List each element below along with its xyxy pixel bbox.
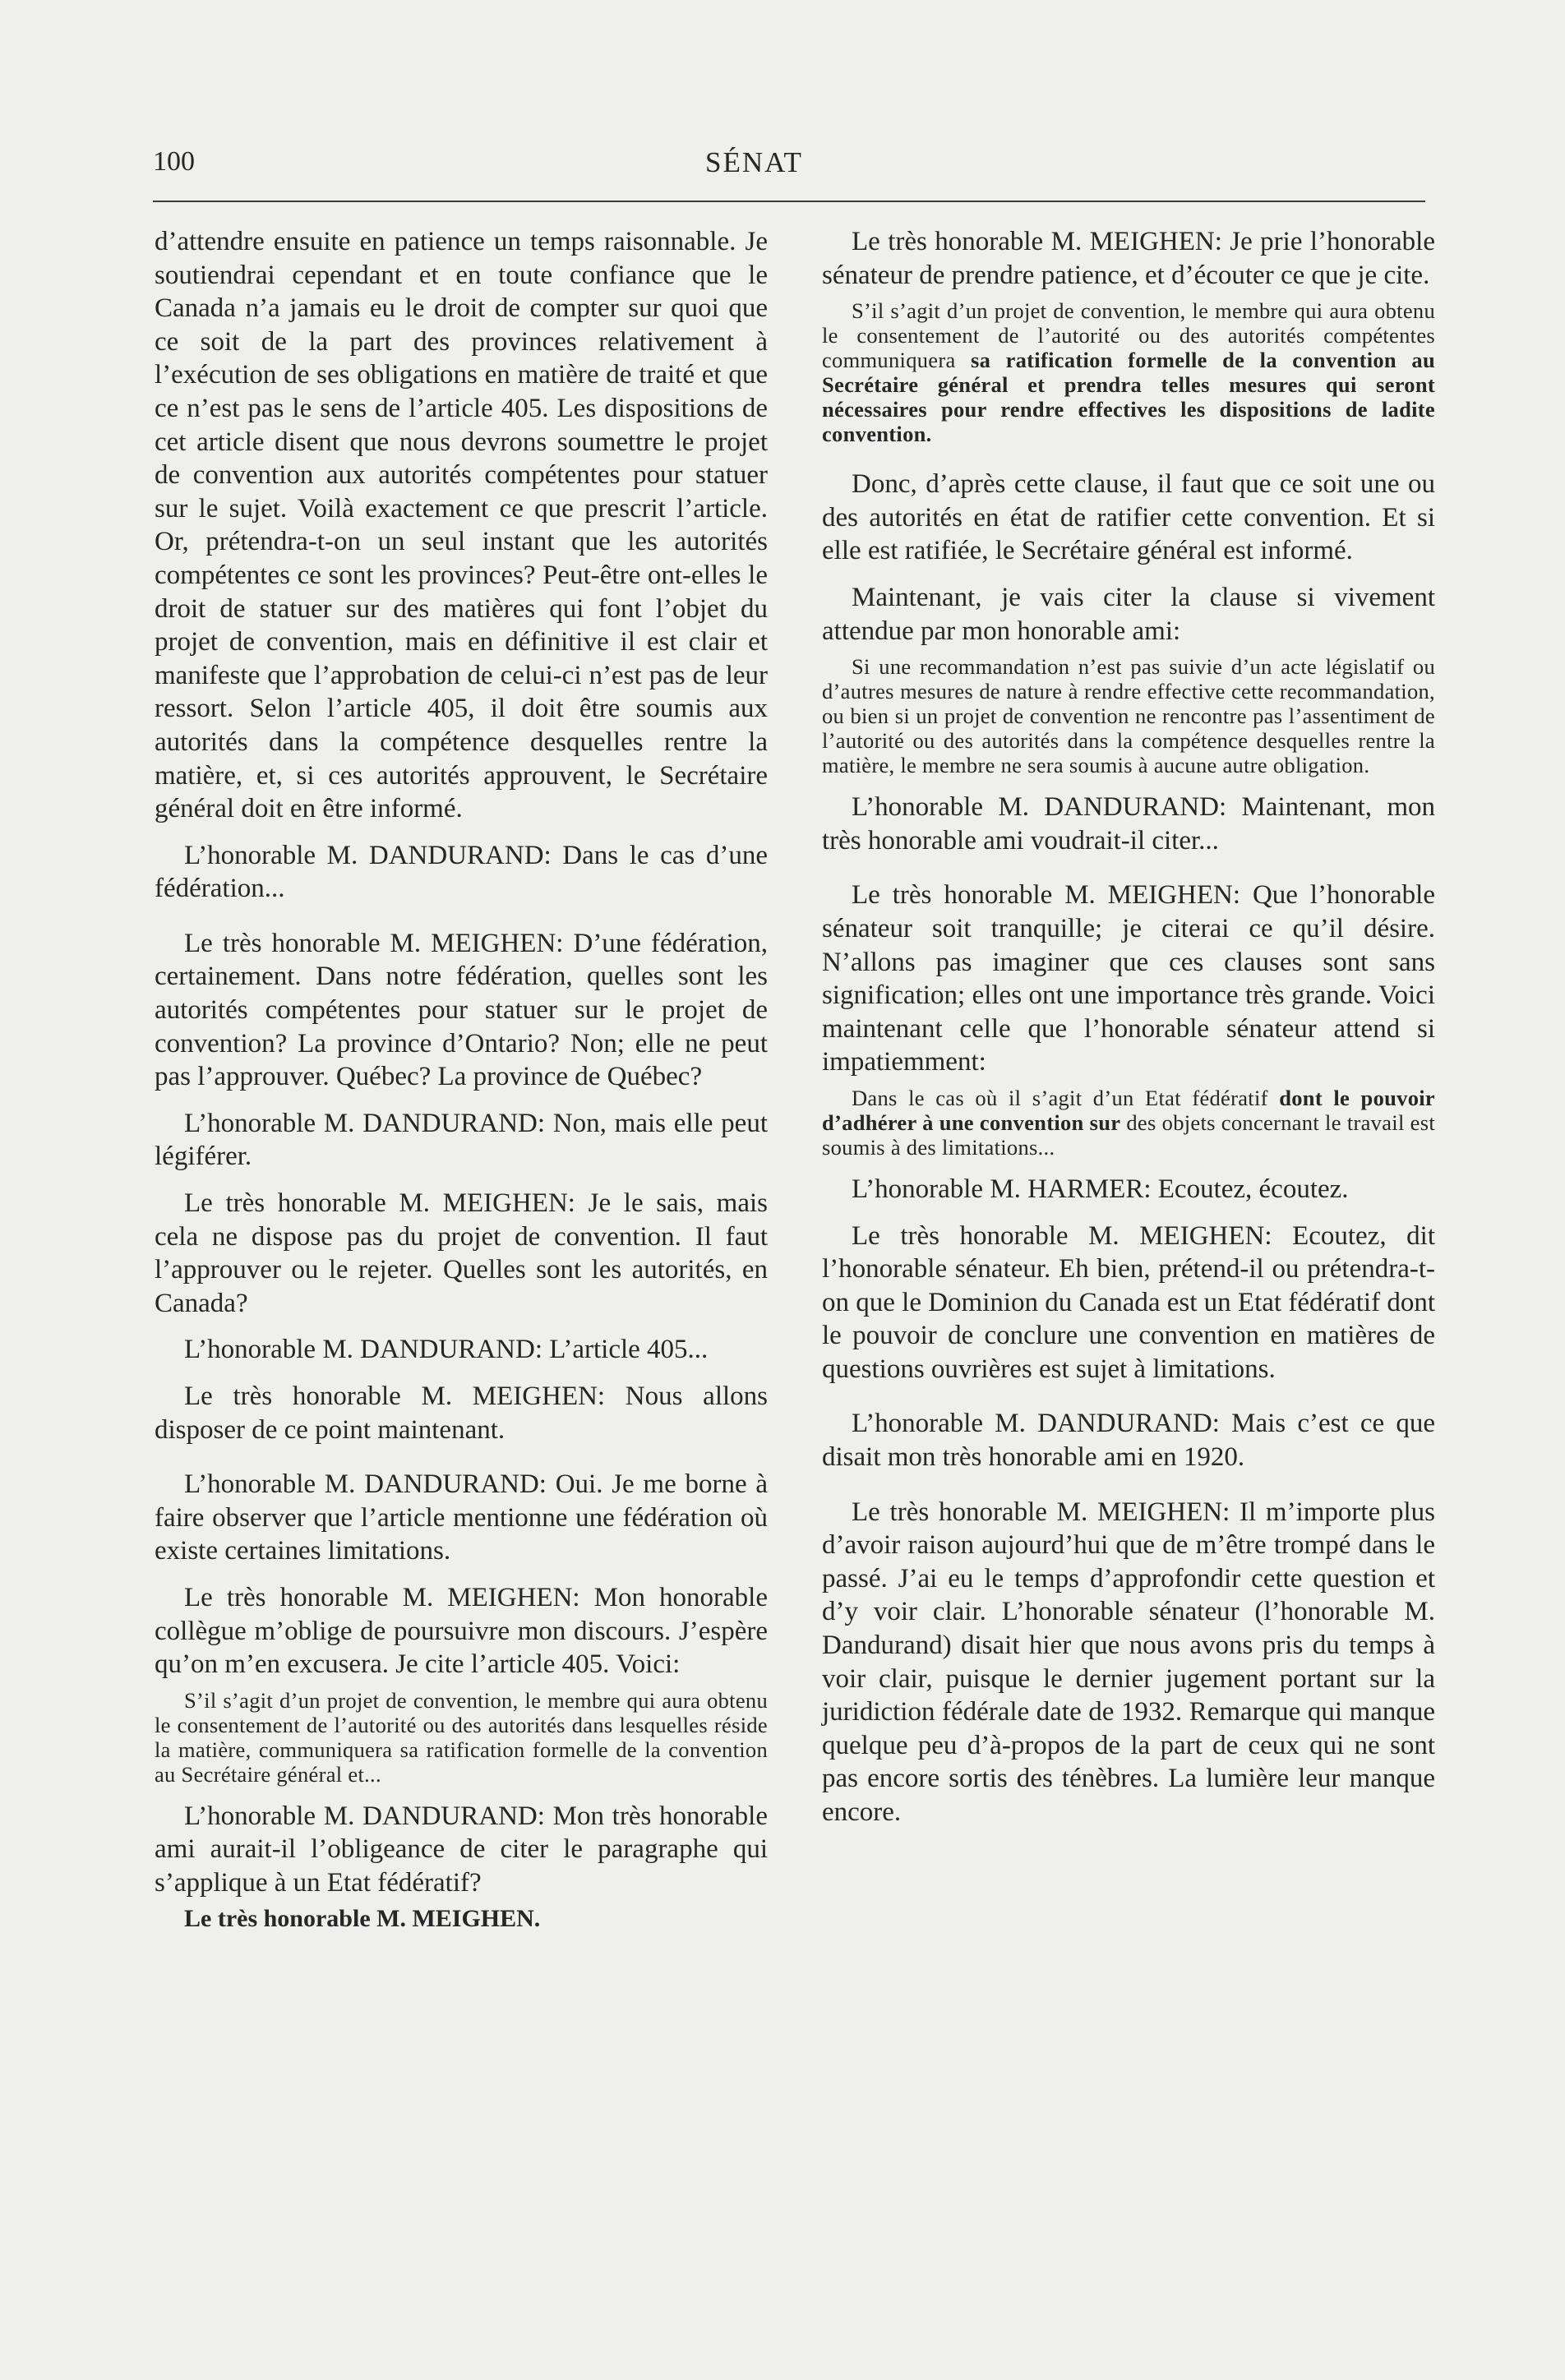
quotation-text: Dans le cas où il s’agit d’un Etat fédératif	[852, 1085, 1268, 1110]
quotation-bold-text: sa ratification formelle de la convention au Secrétaire général et prendra telles mesures qui seront nécessaires pour rendre effectives les dispositions de ladite convention.	[822, 348, 1435, 447]
paragraph: L’honorable M. DANDURAND: Maintenant, mon très honorable ami voudrait-il citer...	[822, 792, 1435, 856]
quotation-text: S’il s’agit d’un projet de convention, le membre qui aura obtenu le consentement de l’autorité ou des autorités compétentes communiquera	[822, 298, 1435, 373]
speaker-line: Le très honorable M. MEIGHEN.	[184, 1904, 541, 1932]
paragraph: Le très honorable M. MEIGHEN: Il m’importe plus d’avoir raison aujourd’hui que de m’être trompé dans le passé. J’ai eu le temps d’approfondir cette question et d’y voir clair. L’honorable sénateur (l’honorable M. Dandurand) disait hier que nous avons pris du temps à voir clair, puisque le dernier jugement portant sur la juridiction fédérale date de 1932. Remarque qui manque quelque peu d’à-propos de la part de ceux qui ne sont pas encore sortis des ténèbres. La lumière leur manque encore.	[822, 1497, 1435, 1827]
paragraph: L’honorable M. DANDURAND: Mais c’est ce que disait mon très honorable ami en 1920.	[822, 1409, 1435, 1473]
quotation-text: des objets concernant le travail est soumis à des limitations...	[822, 1109, 1435, 1160]
quotation-bold-text: dont le pouvoir d’adhérer à une convention sur	[822, 1085, 1435, 1135]
page-number: 100	[153, 146, 195, 177]
paragraph: L’honorable M. DANDURAND: L’article 405...	[184, 1335, 709, 1365]
header-rule	[153, 201, 1425, 202]
quotation	[822, 1086, 1435, 1160]
paragraph: L’honorable M. DANDURAND: Non, mais elle peut légiférer.	[155, 1108, 768, 1172]
paragraph: Le très honorable M. MEIGHEN: D’une fédération, certainement. Dans notre fédération, quelles sont les autorités compétentes pour statuer sur le projet de convention? La province d’Ontario? Non; elle ne peut pas l’approuver. Québec? La province de Québec?	[155, 928, 768, 1092]
paragraph: Le très honorable M. MEIGHEN: Je le sais, mais cela ne dispose pas du projet de convention. Il faut l’approuver ou le rejeter. Quelles sont les autorités, en Canada?	[155, 1188, 768, 1318]
paragraph: L’honorable M. DANDURAND: Dans le cas d’une fédération...	[155, 840, 768, 904]
paragraph: Le très honorable M. MEIGHEN: Ecoutez, dit l’honorable sénateur. Eh bien, prétend-il ou prétendra-t-on que le Dominion du Canada est un Etat fédératif dont le pouvoir de conclure une convention en matières de questions ouvrières est sujet à limitations.	[822, 1220, 1435, 1384]
left-column	[155, 225, 768, 1933]
page-title: SÉNAT	[705, 146, 803, 178]
paragraph: Le très honorable M. MEIGHEN: Je prie l’honorable sénateur de prendre patience, et d’écouter ce que je cite.	[822, 227, 1435, 290]
paragraph: L’honorable M. DANDURAND: Mon très honorable ami aurait-il l’obligeance de citer le paragraphe qui s’applique à un Etat fédératif?	[155, 1801, 768, 1898]
paragraph: Le très honorable M. MEIGHEN: Nous allons disposer de ce point maintenant.	[155, 1381, 768, 1445]
paragraph: Donc, d’après cette clause, il faut que ce soit une ou des autorités en état de ratifier cette convention. Et si elle est ratifiée, le Secrétaire général est informé.	[822, 469, 1435, 566]
quotation: S’il s’agit d’un projet de convention, le membre qui aura obtenu le consentement de l’autorité ou des autorités dans lesquelles réside la matière, communiquera sa ratification formelle de la convention au Secrétaire général et...	[155, 1687, 768, 1787]
paragraph: Le très honorable M. MEIGHEN: Que l’honorable sénateur soit tranquille; je citerai ce qu’il désire. N’allons pas imaginer que ces clauses sont sans signification; elles ont une importance très grande. Voici maintenant celle que l’honorable sénateur attend si impatiemment:	[822, 880, 1435, 1077]
right-column	[822, 225, 1435, 1829]
paragraph: Maintenant, je vais citer la clause si vivement attendue par mon honorable ami:	[822, 582, 1435, 646]
quotation: Si une recommandation n’est pas suivie d’un acte législatif ou d’autres mesures de nature à rendre effective cette recommandation, ou bien si un projet de convention ne rencontre pas l’assentiment de l’autorité ou des autorités dans la compétence desquelles rentre la matière, le membre ne sera soumis à aucune autre obligation.	[822, 654, 1435, 778]
paragraph: L’honorable M. HARMER: Ecoutez, écoutez.	[852, 1174, 1349, 1204]
paragraph: d’attendre ensuite en patience un temps raisonnable. Je soutiendrai cependant et en toute confiance que le Canada n’a jamais eu le droit de compter sur quoi que ce soit de la part des provinces relativement à l’exécution de ses obligations en matière de traité et que ce n’est pas le sens de l’article 405. Les dispositions de cet article disent que nous devrons soumettre le projet de convention aux autorités compétentes pour statuer sur le sujet. Voilà exactement ce que prescrit l’article. Or, prétendra-t-on un seul instant que les autorités compétentes ce sont les provinces? Peut-être ont-elles le droit de statuer sur des matières qui font l’objet du projet de convention, mais en définitive il est clair et manifeste que l’approbation de celui-ci n’est pas de leur ressort. Selon l’article 405, il doit être soumis aux autorités dans la compétence desquelles rentre la matière, et, si ces autorités approuvent, le Secrétaire général doit en être informé.	[155, 227, 768, 824]
paragraph: Le très honorable M. MEIGHEN: Mon honorable collègue m’oblige de poursuivre mon discours. J’espère qu’on m’en excusera. Je cite l’article 405. Voici:	[155, 1582, 768, 1680]
paragraph: L’honorable M. DANDURAND: Oui. Je me borne à faire observer que l’article mentionne une fédération où existe certaines limitations.	[155, 1469, 768, 1566]
quotation	[822, 298, 1435, 446]
